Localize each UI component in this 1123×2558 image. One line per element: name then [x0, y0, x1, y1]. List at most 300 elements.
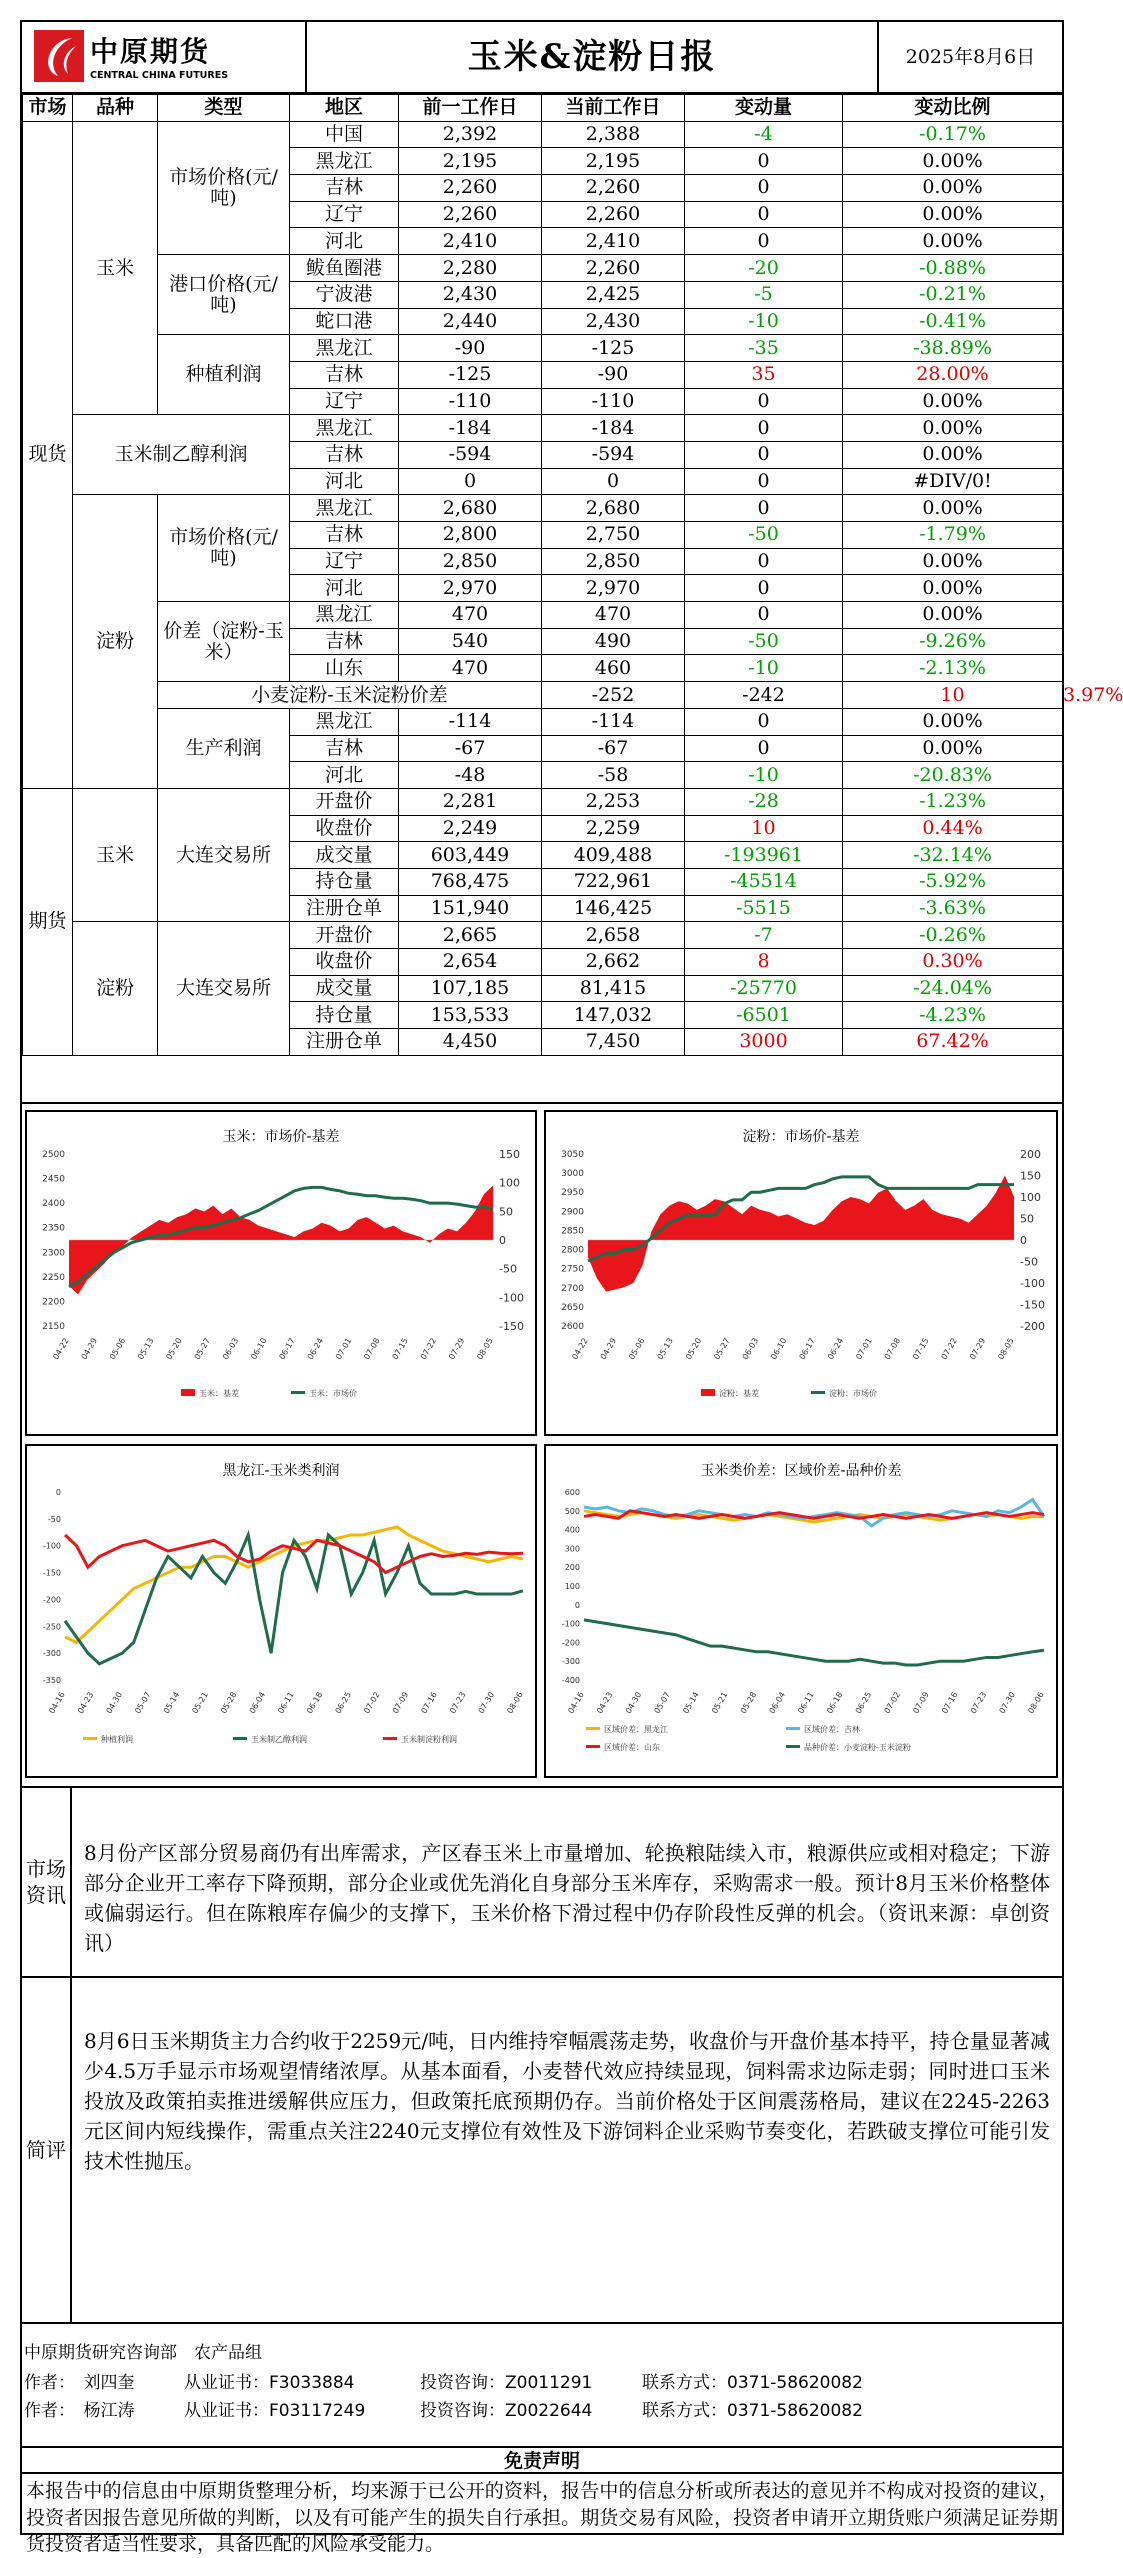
region-cell: 黑龙江	[290, 708, 399, 735]
change-cell: -5	[685, 281, 843, 308]
prev-value-cell: 2,440	[399, 308, 542, 335]
legend-label: 区域价差：黑龙江	[604, 1725, 668, 1734]
variety-cell: 玉米	[73, 121, 158, 415]
variety-cell: 玉米	[73, 788, 158, 921]
change-cell: -50	[685, 522, 843, 549]
prev-value-cell: -252	[542, 682, 685, 709]
column-header: 变动比例	[843, 95, 1063, 122]
x-tick-label: 05-27	[712, 1336, 732, 1362]
change-pct-cell: -4.23%	[843, 1002, 1063, 1029]
y-tick-label: 600	[564, 1488, 580, 1497]
change-cell: -50	[685, 628, 843, 655]
region-cell: 黑龙江	[290, 148, 399, 175]
curr-value-cell: -67	[542, 735, 685, 762]
region-cell: 中国	[290, 121, 399, 148]
curr-value-cell: 81,415	[542, 975, 685, 1002]
prev-value-cell: 2,410	[399, 228, 542, 255]
x-tick-label: 05-14	[161, 1690, 182, 1716]
change-pct-cell: #DIV/0!	[843, 468, 1063, 495]
prev-value-cell: 107,185	[399, 975, 542, 1002]
region-cell: 黑龙江	[290, 335, 399, 362]
legend-label: 淀粉：基差	[719, 1389, 759, 1398]
curr-value-cell: 460	[542, 655, 685, 682]
y-tick-label: -400	[561, 1676, 580, 1685]
x-tick-label: 04-16	[47, 1690, 67, 1716]
basis-area	[588, 1176, 1014, 1292]
region-cell: 开盘价	[290, 788, 399, 815]
change-cell: 10	[843, 682, 1063, 709]
market-cell: 期货	[23, 788, 73, 1055]
x-tick-label: 05-20	[683, 1336, 704, 1362]
table-row	[23, 495, 1063, 522]
region-cell: 吉林	[290, 361, 399, 388]
x-tick-label: 05-13	[136, 1336, 156, 1362]
curr-value-cell: -125	[542, 335, 685, 362]
table-row	[23, 335, 1063, 362]
market-info-label	[22, 1788, 72, 1976]
region-cell: 吉林	[290, 441, 399, 468]
prev-value-cell: 540	[399, 628, 542, 655]
y-tick-label-left: 2250	[42, 1272, 65, 1283]
commentary-label: 简评	[22, 1978, 72, 2322]
report-frame	[20, 20, 1123, 2556]
change-pct-cell: -0.88%	[843, 255, 1063, 282]
y-tick-label: -300	[561, 1657, 580, 1667]
y-tick-label-right: -50	[1020, 1255, 1038, 1269]
prev-value-cell: 2,195	[399, 148, 542, 175]
y-tick-label-left: 2150	[42, 1322, 65, 1332]
region-cell: 辽宁	[290, 201, 399, 228]
prev-value-cell: 470	[399, 655, 542, 682]
company-logo-icon	[34, 30, 84, 82]
prev-value-cell: 2,281	[399, 788, 542, 815]
column-header: 地区	[290, 95, 399, 122]
y-tick-label: -200	[561, 1638, 580, 1648]
change-cell: -5515	[685, 895, 843, 922]
legend-swatch	[786, 1745, 800, 1748]
curr-value-cell: 2,260	[542, 255, 685, 282]
x-tick-label: 07-16	[419, 1690, 439, 1716]
y-tick-label-right: 100	[499, 1176, 520, 1190]
curr-value-cell: 147,032	[542, 1002, 685, 1029]
type-cell: 市场价格(元/吨)	[158, 121, 290, 254]
change-cell: 3000	[685, 1029, 843, 1056]
x-tick-label: 06-10	[249, 1336, 269, 1362]
type-cell: 市场价格(元/吨)	[158, 495, 290, 602]
change-pct-cell: 0.00%	[843, 228, 1063, 255]
legend-swatch	[701, 1389, 715, 1396]
change-cell: 0	[685, 575, 843, 602]
y-tick-label-right: -150	[499, 1320, 524, 1333]
legend-swatch	[383, 1737, 397, 1740]
x-tick-label: 05-07	[652, 1690, 672, 1716]
curr-value-cell: -594	[542, 441, 685, 468]
curr-value-cell: 490	[542, 628, 685, 655]
y-tick-label: -250	[42, 1622, 61, 1632]
y-tick-label: -300	[42, 1649, 61, 1659]
change-pct-cell: -0.41%	[843, 308, 1063, 335]
change-cell: 0	[685, 415, 843, 442]
region-cell: 持仓量	[290, 868, 399, 895]
region-cell: 收盘价	[290, 949, 399, 976]
x-tick-label: 05-14	[681, 1690, 701, 1716]
x-tick-label: 06-03	[220, 1336, 241, 1362]
curr-value-cell: 7,450	[542, 1029, 685, 1056]
y-tick-label-right: 150	[1020, 1169, 1041, 1183]
region-cell: 黑龙江	[290, 602, 399, 629]
chart-starch-basis-svg	[546, 1112, 1056, 1434]
author-name: 作者： 杨江涛	[24, 2401, 135, 2421]
region-cell: 开盘价	[290, 922, 399, 949]
prev-value-cell: -90	[399, 335, 542, 362]
y-tick-label: -200	[42, 1595, 61, 1605]
y-tick-label-right: 0	[1020, 1234, 1027, 1247]
region-cell: 吉林	[290, 522, 399, 549]
y-tick-label-right: 50	[499, 1205, 513, 1219]
author-contact: 联系方式：0371-58620082	[642, 2373, 863, 2393]
y-tick-label-left: 2600	[561, 1322, 584, 1332]
change-cell: 0	[685, 602, 843, 629]
x-tick-label: 07-09	[390, 1690, 411, 1716]
change-pct-cell: -0.21%	[843, 281, 1063, 308]
change-pct-cell: 0.44%	[843, 815, 1063, 842]
legend-swatch	[586, 1745, 600, 1748]
y-tick-label-right: 50	[1020, 1212, 1034, 1226]
prev-value-cell: 2,654	[399, 949, 542, 976]
y-tick-label-right: 100	[1020, 1191, 1041, 1204]
region-cell: 河北	[290, 468, 399, 495]
report-date: 2025年8月6日	[877, 22, 1062, 92]
y-tick-label-right: -200	[1020, 1320, 1045, 1333]
curr-value-cell: 2,750	[542, 522, 685, 549]
x-tick-label: 06-18	[825, 1690, 845, 1716]
curr-value-cell: 722,961	[542, 868, 685, 895]
change-pct-cell: 0.00%	[843, 148, 1063, 175]
change-pct-cell: -9.26%	[843, 628, 1063, 655]
x-tick-label: 05-06	[627, 1336, 647, 1362]
change-pct-cell: -24.04%	[843, 975, 1063, 1002]
curr-value-cell: 2,680	[542, 495, 685, 522]
table-row	[23, 708, 1063, 735]
x-tick-label: 06-25	[333, 1690, 353, 1716]
table-row	[23, 602, 1063, 629]
change-pct-cell: -1.23%	[843, 788, 1063, 815]
change-pct-cell: 0.00%	[843, 708, 1063, 735]
disclaimer-title: 免责声明	[22, 2446, 1062, 2474]
change-cell: 0	[685, 228, 843, 255]
chart-corn-spread-svg	[546, 1446, 1056, 1776]
change-pct-cell: 0.00%	[843, 441, 1063, 468]
x-tick-label: 07-23	[448, 1690, 468, 1716]
y-tick-label: 500	[564, 1506, 580, 1516]
y-tick-label: -100	[561, 1619, 580, 1629]
legend-label: 区域价差：山东	[604, 1743, 660, 1752]
x-tick-label: 07-29	[447, 1336, 467, 1362]
y-tick-label: 0	[574, 1600, 580, 1610]
prev-value-cell: 153,533	[399, 1002, 542, 1029]
curr-value-cell: -242	[685, 682, 843, 709]
prev-value-cell: 2,430	[399, 281, 542, 308]
x-tick-label: 07-30	[476, 1690, 497, 1716]
y-tick-label-left: 2850	[561, 1226, 584, 1237]
x-tick-label: 06-11	[796, 1690, 816, 1716]
x-tick-label: 06-24	[305, 1336, 326, 1362]
region-cell: 成交量	[290, 975, 399, 1002]
market-info-section	[22, 1786, 1062, 1976]
y-tick-label: 300	[564, 1544, 580, 1554]
prev-value-cell: 768,475	[399, 868, 542, 895]
curr-value-cell: 2,259	[542, 815, 685, 842]
y-tick-label: -350	[42, 1676, 61, 1685]
y-tick-label-left: 2800	[561, 1245, 584, 1256]
prev-value-cell: -125	[399, 361, 542, 388]
report-header	[22, 22, 1062, 94]
region-cell: 注册仓单	[290, 1029, 399, 1056]
change-cell: 0	[685, 388, 843, 415]
y-tick-label: 400	[564, 1525, 580, 1535]
y-tick-label-right: -100	[1020, 1277, 1045, 1290]
change-cell: 0	[685, 495, 843, 522]
x-tick-label: 05-06	[107, 1336, 128, 1362]
x-tick-label: 07-08	[362, 1336, 382, 1362]
chart-title: 玉米类价差：区域价差-品种价差	[700, 1463, 902, 1479]
change-cell: -25770	[685, 975, 843, 1002]
change-pct-cell: 0.00%	[843, 175, 1063, 202]
chart-heilongjiang-profit-svg	[27, 1446, 535, 1776]
legend-label: 玉米：基差	[199, 1389, 239, 1398]
author-consult: 投资咨询：Z0022644	[420, 2401, 593, 2421]
x-tick-label: 07-15	[911, 1336, 931, 1362]
x-tick-label: 05-28	[219, 1690, 239, 1716]
x-tick-label: 08-05	[996, 1336, 1016, 1362]
prev-value-cell: 2,392	[399, 121, 542, 148]
legend-swatch	[233, 1737, 247, 1740]
prev-value-cell: -110	[399, 388, 542, 415]
x-tick-label: 06-17	[277, 1336, 297, 1362]
column-header: 类型	[158, 95, 290, 122]
y-tick-label: -50	[47, 1514, 61, 1524]
region-cell: 河北	[290, 762, 399, 789]
change-pct-cell: -32.14%	[843, 842, 1063, 869]
region-cell: 宁波港	[290, 281, 399, 308]
x-tick-label: 06-04	[767, 1690, 787, 1716]
change-cell: 0	[685, 735, 843, 762]
prev-value-cell: 2,260	[399, 201, 542, 228]
change-cell: -45514	[685, 868, 843, 895]
column-header: 前一工作日	[399, 95, 542, 122]
change-pct-cell: -1.79%	[843, 522, 1063, 549]
x-tick-label: 05-21	[190, 1690, 210, 1716]
x-tick-label: 07-30	[997, 1690, 1017, 1716]
x-tick-label: 04-22	[51, 1336, 71, 1362]
curr-value-cell: 2,850	[542, 548, 685, 575]
x-tick-label: 08-05	[475, 1336, 495, 1362]
logo-chinese-name: 中原期货	[90, 35, 211, 68]
x-tick-label: 05-13	[655, 1336, 675, 1362]
change-cell: -10	[685, 308, 843, 335]
y-tick-label-left: 3000	[561, 1169, 584, 1180]
curr-value-cell: 2,253	[542, 788, 685, 815]
curr-value-cell: 2,388	[542, 121, 685, 148]
y-tick-label-right: -50	[499, 1262, 517, 1276]
region-cell: 黑龙江	[290, 415, 399, 442]
curr-value-cell: 470	[542, 602, 685, 629]
curr-value-cell: 2,662	[542, 949, 685, 976]
legend-label: 种植利润	[101, 1735, 133, 1744]
region-cell: 注册仓单	[290, 895, 399, 922]
market-cell: 现货	[23, 121, 73, 788]
region-cell: 山东	[290, 655, 399, 682]
legend-swatch	[83, 1737, 97, 1740]
author-consult: 投资咨询：Z0011291	[420, 2373, 593, 2393]
prev-value-cell: 603,449	[399, 842, 542, 869]
curr-value-cell: 409,488	[542, 842, 685, 869]
column-header: 市场	[23, 95, 73, 122]
change-cell: -20	[685, 255, 843, 282]
y-tick-label: -150	[42, 1568, 61, 1578]
change-pct-cell: -20.83%	[843, 762, 1063, 789]
table-row	[23, 415, 1063, 442]
change-cell: 0	[685, 148, 843, 175]
y-tick-label-left: 2400	[42, 1199, 65, 1210]
legend-label: 区域价差：吉林	[804, 1725, 860, 1734]
x-tick-label: 07-29	[967, 1336, 988, 1362]
table-header-row	[23, 95, 1063, 122]
x-tick-label: 05-20	[164, 1336, 184, 1362]
curr-value-cell: 2,195	[542, 148, 685, 175]
prev-value-cell: -48	[399, 762, 542, 789]
type-cell: 玉米制乙醇利润	[73, 415, 290, 495]
y-tick-label-left: 2900	[561, 1207, 584, 1218]
change-pct-cell: 0.00%	[843, 388, 1063, 415]
table-row	[23, 255, 1063, 282]
prev-value-cell: 470	[399, 602, 542, 629]
curr-value-cell: -184	[542, 415, 685, 442]
chart-heilongjiang-profit	[25, 1444, 537, 1778]
change-cell: -10	[685, 655, 843, 682]
region-cell: 吉林	[290, 735, 399, 762]
y-tick-label: 100	[564, 1582, 580, 1591]
change-pct-cell: -38.89%	[843, 335, 1063, 362]
x-tick-label: 04-22	[570, 1336, 590, 1362]
curr-value-cell: 0	[542, 468, 685, 495]
table-row	[23, 788, 1063, 815]
change-cell: -4	[685, 121, 843, 148]
prev-value-cell: -594	[399, 441, 542, 468]
x-tick-label: 07-09	[911, 1690, 931, 1716]
legend-label: 玉米：市场价	[309, 1389, 357, 1398]
x-tick-label: 06-25	[853, 1690, 874, 1716]
change-cell: 0	[685, 548, 843, 575]
type-cell: 价差（淀粉-玉米）	[158, 602, 290, 682]
chart-corn-spread	[544, 1444, 1058, 1778]
x-tick-label: 07-01	[854, 1336, 874, 1362]
y-tick-label-right: -150	[1020, 1298, 1045, 1312]
commentary-text: 8月6日玉米期货主力合约收于2259元/吨，日内维持窄幅震荡走势，收盘价与开盘价基本持平，持仓量显著减少4.5万手显示市场观望情绪浓厚。从基本面看，小麦替代效应持续显现，饲料需求边际走弱；同时进口玉米投放及政策拍卖推进缓解供应压力，但政策托底预期仍存。当前价格处于区间震荡格局，建议在2245-2263元区间内短线操作，需重点关注2240元支撑位有效性及下游饲料企业采购节奏变化，若跌破支撑位可能引发技术性抛压。	[84, 2029, 1050, 2173]
legend-swatch	[586, 1727, 600, 1730]
change-pct-cell: 0.00%	[843, 548, 1063, 575]
table-row: 小麦淀粉-玉米淀粉价差 -252 -242 10 3.97%	[23, 682, 1063, 709]
change-cell: -6501	[685, 1002, 843, 1029]
x-tick-label: 05-28	[738, 1690, 759, 1716]
region-cell: 黑龙江	[290, 495, 399, 522]
prev-value-cell: 0	[399, 468, 542, 495]
change-cell: -10	[685, 762, 843, 789]
author-department: 中原期货研究咨询部 农产品组	[24, 2343, 262, 2363]
logo-english-name: CENTRAL CHINA FUTURES	[90, 70, 229, 81]
commentary-section	[22, 1976, 1062, 2322]
legend-swatch	[291, 1391, 305, 1394]
change-cell: 0	[685, 468, 843, 495]
change-pct-cell: 0.00%	[843, 575, 1063, 602]
y-tick-label: 200	[564, 1563, 580, 1573]
series-line	[584, 1620, 1044, 1665]
prev-value-cell: 2,680	[399, 495, 542, 522]
column-header: 品种	[73, 95, 158, 122]
region-cell: 蛇口港	[290, 308, 399, 335]
curr-value-cell: -110	[542, 388, 685, 415]
type-cell: 小麦淀粉-玉米淀粉价差	[158, 682, 542, 709]
x-tick-label: 07-08	[882, 1336, 903, 1362]
y-tick-label-left: 2650	[561, 1302, 584, 1313]
x-tick-label: 05-07	[133, 1690, 153, 1716]
prev-value-cell: 2,280	[399, 255, 542, 282]
change-pct-cell: -2.13%	[843, 655, 1063, 682]
x-tick-label: 04-30	[104, 1690, 124, 1716]
region-cell: 鲅鱼圈港	[290, 255, 399, 282]
curr-value-cell: 2,260	[542, 175, 685, 202]
x-tick-label: 07-01	[333, 1336, 354, 1362]
column-header: 变动量	[685, 95, 843, 122]
x-tick-label: 07-23	[968, 1690, 989, 1716]
change-pct-cell: 0.00%	[843, 602, 1063, 629]
curr-value-cell: 2,430	[542, 308, 685, 335]
y-tick-label-left: 2300	[42, 1248, 65, 1259]
curr-value-cell: 2,410	[542, 228, 685, 255]
curr-value-cell: 2,658	[542, 922, 685, 949]
x-tick-label: 04-16	[566, 1690, 586, 1716]
legend-label: 淀粉：市场价	[829, 1389, 877, 1398]
y-tick-label-left: 2750	[561, 1264, 584, 1275]
y-tick-label-right: 150	[499, 1148, 520, 1161]
author-line	[24, 2368, 863, 2393]
y-tick-label: -100	[42, 1541, 61, 1551]
region-cell: 持仓量	[290, 1002, 399, 1029]
type-cell: 生产利润	[158, 708, 290, 788]
x-tick-label: 06-10	[769, 1336, 789, 1362]
table-row	[23, 121, 1063, 148]
x-tick-label: 07-22	[418, 1336, 439, 1362]
chart-starch-basis	[544, 1110, 1058, 1436]
y-tick-label-left: 2350	[42, 1223, 65, 1234]
author-name: 作者： 刘四奎	[24, 2373, 135, 2393]
chart-corn-basis	[25, 1110, 537, 1436]
prev-value-cell: -67	[399, 735, 542, 762]
x-tick-label: 05-21	[710, 1690, 730, 1716]
change-pct-cell: 0.00%	[843, 415, 1063, 442]
x-tick-label: 07-22	[939, 1336, 959, 1362]
y-tick-label-right: 0	[499, 1234, 506, 1247]
change-cell: -7	[685, 922, 843, 949]
x-tick-label: 07-02	[362, 1690, 382, 1716]
type-cell: 大连交易所	[158, 788, 290, 921]
change-pct-cell: -0.17%	[843, 121, 1063, 148]
x-tick-label: 07-02	[882, 1690, 902, 1716]
change-cell: 0	[685, 441, 843, 468]
disclaimer-text: 本报告中的信息由中原期货整理分析，均来源于已公开的资料，报告中的信息分析或所表达的意见并不构成对投资的建议，投资者因报告意见所做的判断，以及有可能产生的损失自行承担。期货交易有风险，投资者申请开立期货账户须满足证券期货投资者适当性要求，具备匹配的风险承受能力。	[26, 2480, 1058, 2556]
prev-value-cell: 2,800	[399, 522, 542, 549]
x-tick-label: 07-16	[940, 1690, 960, 1716]
